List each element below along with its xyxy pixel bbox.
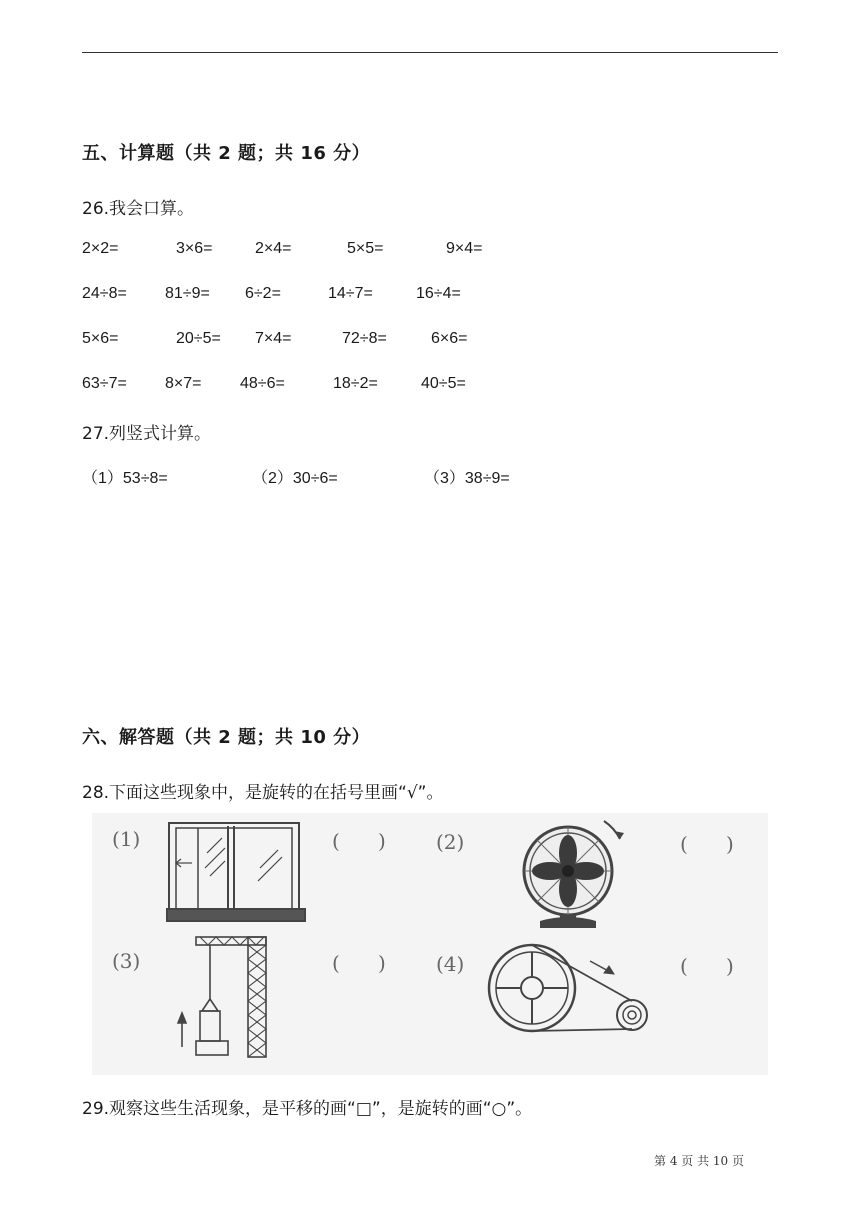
- page-number: 第 4 页 共 10 页: [654, 1154, 744, 1168]
- oral-calc-item: 8×7=: [165, 375, 202, 392]
- oral-calc-item: 81÷9=: [165, 285, 210, 302]
- oral-calc-item: 2×4=: [255, 240, 292, 257]
- belt-wheel-icon: [489, 945, 647, 1031]
- oral-calc-item: 14÷7=: [328, 285, 373, 302]
- answer-bracket: ( ): [332, 829, 386, 853]
- section-5-title: 五、计算题（共 2 题；共 16 分）: [82, 143, 371, 164]
- question-29-prompt: 29.观察这些生活现象，是平移的画“□”，是旋转的画“○”。: [82, 1099, 533, 1119]
- oral-calc-item: 72÷8=: [342, 330, 387, 347]
- vertical-calc-item: （3）38÷9=: [424, 470, 510, 487]
- header-rule: [82, 52, 778, 53]
- sliding-window-icon: [167, 823, 305, 921]
- panel-label: (3): [112, 949, 141, 973]
- vertical-calc-item: （2）30÷6=: [252, 470, 338, 487]
- oral-calc-item: 3×6=: [176, 240, 213, 257]
- vertical-calc-item: （1）53÷8=: [82, 470, 168, 487]
- oral-calc-item: 20÷5=: [176, 330, 221, 347]
- panel-label: (4): [436, 952, 465, 976]
- oral-calc-item: 7×4=: [255, 330, 292, 347]
- electric-fan-icon: [524, 821, 624, 928]
- panel-label: (2): [436, 830, 465, 854]
- answer-bracket: ( ): [680, 954, 734, 978]
- oral-calc-item: 6×6=: [431, 330, 468, 347]
- answer-bracket: ( ): [680, 832, 734, 856]
- rotation-figure: [92, 813, 768, 1075]
- oral-calc-item: 63÷7=: [82, 375, 127, 392]
- answer-bracket: ( ): [332, 951, 386, 975]
- question-27-prompt: 27.列竖式计算。: [82, 424, 212, 444]
- oral-calc-item: 18÷2=: [333, 375, 378, 392]
- oral-calc-item: 5×6=: [82, 330, 119, 347]
- oral-calc-item: 5×5=: [347, 240, 384, 257]
- oral-calc-item: 40÷5=: [421, 375, 466, 392]
- oral-calc-item: 48÷6=: [240, 375, 285, 392]
- tower-crane-icon: [178, 937, 266, 1057]
- panel-label: (1): [112, 827, 141, 851]
- oral-calc-item: 9×4=: [446, 240, 483, 257]
- question-26-prompt: 26.我会口算。: [82, 199, 195, 219]
- oral-calc-item: 24÷8=: [82, 285, 127, 302]
- oral-calc-item: 16÷4=: [416, 285, 461, 302]
- section-6-title: 六、解答题（共 2 题；共 10 分）: [82, 727, 371, 748]
- oral-calc-item: 6÷2=: [245, 285, 281, 302]
- oral-calc-item: 2×2=: [82, 240, 119, 257]
- question-28-prompt: 28.下面这些现象中，是旋转的在括号里画“√”。: [82, 783, 444, 803]
